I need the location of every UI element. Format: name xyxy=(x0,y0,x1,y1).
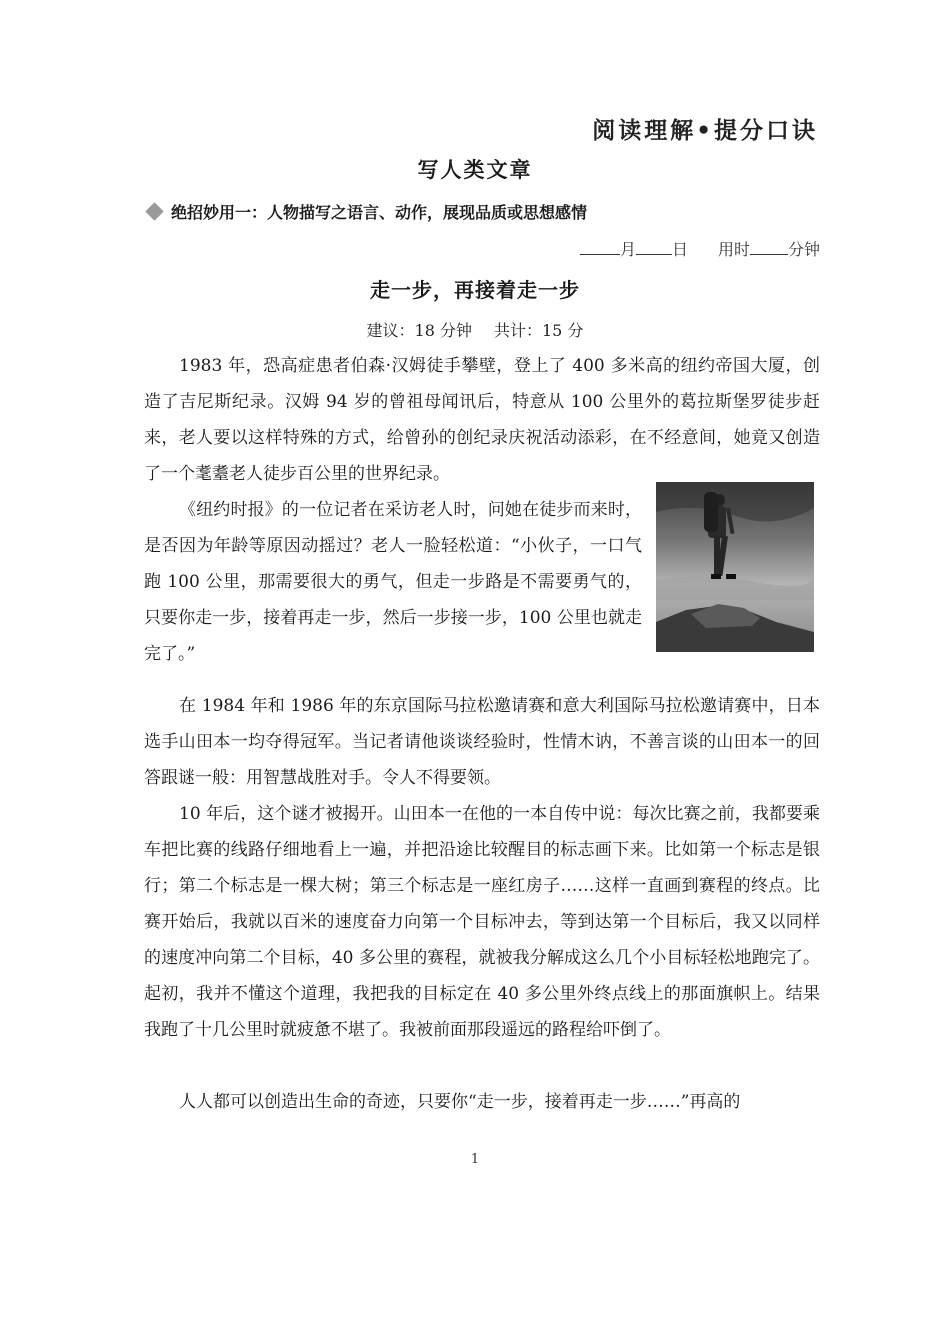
brand-title: 阅读理解•提分口诀 xyxy=(592,118,818,144)
day-blank[interactable] xyxy=(636,240,672,255)
hiker-photo xyxy=(656,482,814,652)
diamond-bullet-icon xyxy=(145,202,163,220)
paragraph-1: 1983 年，恐高症患者伯森·汉姆徒手攀壁，登上了 400 多米高的纽约帝国大厦，创造了吉尼斯纪录。汉姆 94 岁的曾祖母闻讯后，特意从 100 公里外的葛拉斯堡罗徒步赶来，老人要以这样特殊的方式，给曾孙的创纪录庆祝活动添彩，在不经意间，她竟又创造了一个耄耋老人徒步百公里的世界纪录。 xyxy=(144,356,820,484)
time-used-label: 用时 xyxy=(717,240,750,259)
month-label: 月 xyxy=(619,240,636,259)
suggested-time: 建议：18 分钟 xyxy=(366,321,472,340)
month-blank[interactable] xyxy=(580,240,620,255)
minutes-label: 分钟 xyxy=(787,240,820,259)
article-title: 走一步，再接着走一步 xyxy=(370,278,580,302)
date-line xyxy=(580,237,820,260)
hiker-on-cliff-image xyxy=(656,482,814,652)
technique-heading xyxy=(145,200,587,223)
total-score: 共计：15 分 xyxy=(494,321,584,340)
time-info xyxy=(0,318,950,341)
day-label: 日 xyxy=(671,240,688,259)
paragraph-5: 人人都可以创造出生命的奇迹，只要你“走一步，接着再走一步……”再高的 xyxy=(179,1092,741,1112)
paragraph-3: 在 1984 年和 1986 年的东京国际马拉松邀请赛和意大利国际马拉松邀请赛中，日本选手山田本一均夺得冠军。当记者请他谈谈经验时，性情木讷，不善言谈的山田本一的回答跟谜一般：用智慧战胜对手。令人不得要领。 xyxy=(144,696,820,788)
minutes-blank[interactable] xyxy=(750,240,788,255)
section-title: 写人类文章 xyxy=(417,158,533,182)
paragraph-2: 《纽约时报》的一位记者在采访老人时，问她在徒步而来时，是否因为年龄等原因动摇过？老人一脸轻松道：“小伙子，一口气跑 100 公里，那需要很大的勇气，但走一步路是不需要勇气的，只要你走一步，接着再走一步，然后一步接一步，100 公里也就走完了。” xyxy=(144,500,642,664)
page-number: 1 xyxy=(470,1152,480,1167)
paragraph-4: 10 年后，这个谜才被揭开。山田本一在他的一本自传中说：每次比赛之前，我都要乘车把比赛的线路仔细地看上一遍，并把沿途比较醒目的标志画下来。比如第一个标志是银行；第二个标志是一棵大树；第三个标志是一座红房子……这样一直画到赛程的终点。比赛开始后，我就以百米的速度奋力向第一个目标冲去，等到达第一个目标后，我又以同样的速度冲向第二个目标，40 多公里的赛程，就被我分解成这么几个小目标轻松地跑完了。起初，我并不懂这个道理，我把我的目标定在 40 多公里外终点线上的那面旗帜上。结果我跑了十几公里时就疲惫不堪了。我被前面那段遥远的路程给吓倒了。 xyxy=(144,804,820,1040)
technique-text: 绝招妙用一：人物描写之语言、动作，展现品质或思想感情 xyxy=(171,203,588,222)
